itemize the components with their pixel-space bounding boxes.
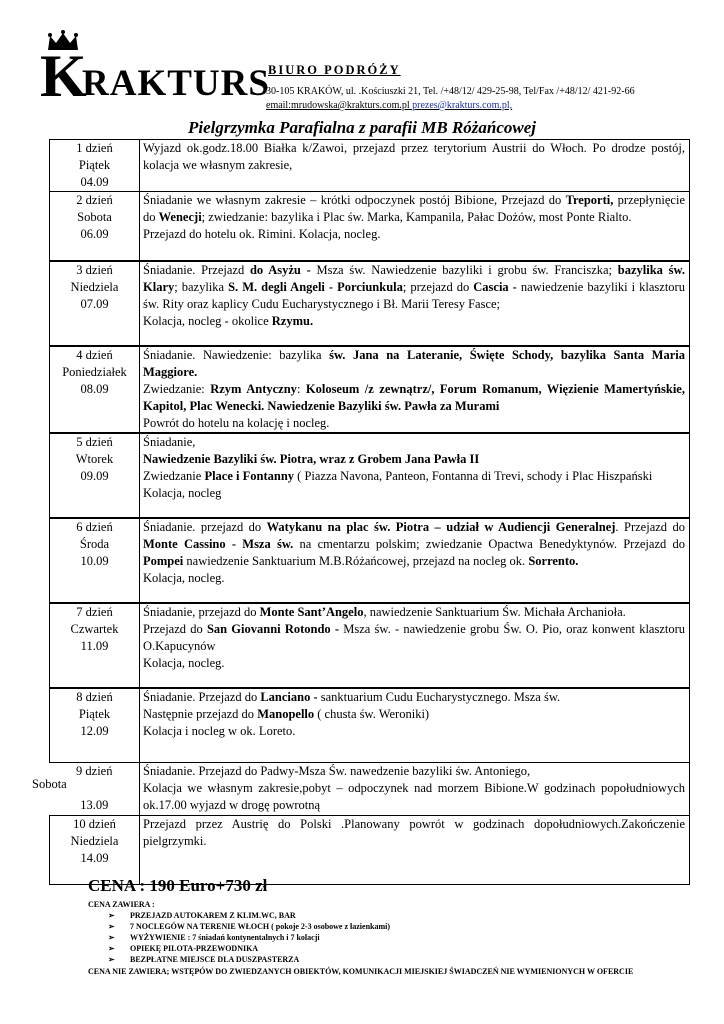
day-row — [50, 518, 690, 603]
day-row — [50, 816, 690, 885]
day-description: Wyjazd ok.godz.18.00 Białka k/Zawoi, przejazd przez terytorium Austrii do Włoch. Po drodze postój, kolacja we własnym zakresie, — [140, 140, 690, 192]
day-description: Śniadanie, Nawiedzenie Bazyliki św. Piotra, wraz z Grobem Jana Pawła II Zwiedzanie Place i Fontanny ( Piazza Navona, Panteon, Fontanna di Trevi, schody i Plac Hiszpański Kolacja, nocleg — [140, 433, 690, 518]
page-title: Pielgrzymka Parafialna z parafii MB Różańcowej — [187, 118, 537, 137]
day-description: Śniadanie. przejazd do Watykanu na plac św. Piotra – udział w Audiencji Generalnej. Przejazd do Monte Cassino - Msza św. na cmentarzu polskim; zwiedzanie Opactwa Benedyktynów. Przejazd do Pompei nawiedzenie Sanktuarium M.B.Różańcowej, przejazd na nocleg ok. Sorrento. Kolacja, nocleg. — [140, 518, 690, 603]
day-cell: 10 dzień Niedziela 14.09 — [50, 816, 140, 885]
day-description: Śniadanie we własnym zakresie – krótki odpoczynek postój Bibione, Przejazd do Treporti, przepłynięcie do Wenecji; zwiedzanie: bazylika i Plac św. Marka, Kampanila, Pałac Dożów, most Ponte Rialto. Przejazd do hotelu ok. Rimini. Kolacja, nocleg. — [140, 192, 690, 261]
logo-letter-k: K — [40, 43, 87, 109]
agency-label: BIURO PODRÓŻY — [268, 63, 401, 77]
day-cell: 9 dzień 13.09 — [50, 763, 140, 816]
arrow-bullet-icon: ➢ — [108, 955, 115, 964]
address-line: 30-105 KRAKÓW, ul. .Kościuszki 21, Tel. /+48/12/ 429-25-98, Tel/Fax /+48/12/ 421-92-66 — [266, 86, 635, 97]
day-row — [50, 603, 690, 688]
day-cell: 7 dzień Czwartek 11.09 — [50, 603, 140, 688]
day-row — [50, 763, 690, 816]
day-description: Śniadanie. Przejazd do Lanciano - sanktuarium Cudu Eucharystycznego. Msza św. Następnie przejazd do Manopello ( chusta św. Weroniki) Kolacja i nocleg w ok. Loreto. — [140, 688, 690, 763]
day-description: Śniadanie, przejazd do Monte Sant’Angelo, nawiedzenie Sanktuarium Św. Michała Archanioła. Przejazd do San Giovanni Rotondo - Msza św. - nawiedzenie grobu Św. O. Pio, oraz konwent klasztoru O.Kapucynów Kolacja, nocleg. — [140, 603, 690, 688]
includes-list — [108, 910, 390, 965]
email-link-2[interactable]: prezes@krakturs.com.pl, — [409, 100, 513, 111]
day-row — [50, 140, 690, 192]
list-item: ➢ OPIEKĘ PILOTA-PRZEWODNIKA — [108, 944, 259, 953]
day-row — [50, 192, 690, 261]
day-row — [50, 346, 690, 433]
email-link-1[interactable]: email:mrudowska@krakturs.com.pl — [266, 100, 410, 111]
list-item: ➢ PRZEJAZD AUTOKAREM Z KLIM.WC, BAR — [108, 911, 296, 920]
day-row — [50, 261, 690, 346]
day-weekday: Sobota — [32, 777, 67, 791]
day-description: Przejazd przez Austrię do Polski .Planowany powrót w godzinach dopołudniowych.Zakończenie pielgrzymki. — [140, 816, 690, 885]
day-cell: 6 dzień Środa 10.09 — [50, 518, 140, 603]
day-row — [50, 433, 690, 518]
includes-header: CENA ZAWIERA : — [88, 900, 155, 909]
price: CENA : 190 Euro+730 zł — [88, 876, 268, 895]
day-cell: 2 dzień Sobota 06.09 — [50, 192, 140, 261]
day-cell: 5 dzień Wtorek 09.09 — [50, 433, 140, 518]
list-item: ➢ 7 NOCLEGÓW NA TERENIE WŁOCH ( pokoje 2-3 osobowe z łazienkami) — [108, 922, 391, 931]
day-cell: 8 dzień Piątek 12.09 — [50, 688, 140, 763]
list-item: ➢ WYŻYWIENIE : 7 śniadań kontynentalnych i 7 kolacji — [108, 933, 320, 942]
arrow-bullet-icon: ➢ — [108, 922, 115, 931]
email-line — [266, 100, 512, 112]
day-cell: 4 dzień Poniedziałek 08.09 — [50, 346, 140, 433]
arrow-bullet-icon: ➢ — [108, 911, 115, 920]
arrow-bullet-icon: ➢ — [108, 933, 115, 942]
logo-text: RAKTURS — [82, 63, 270, 104]
arrow-bullet-icon: ➢ — [108, 944, 115, 953]
day-row — [50, 688, 690, 763]
day-description: Śniadanie. Nawiedzenie: bazylika św. Jana na Lateranie, Święte Schody, bazylika Santa Maria Maggiore. Zwiedzanie: Rzym Antyczny: Koloseum /z zewnątrz/, Forum Romanum, Więzienie Mamertyńskie, Kapitol, Plac Wenecki. Nawiedzenie Bazyliki św. Pawła za Murami Powrót do hotelu na kolację i nocleg. — [140, 346, 690, 433]
list-item: ➢ BEZPŁATNE MIEJSCE DLA DUSZPASTERZA — [108, 955, 300, 964]
day-cell: 3 dzień Niedziela 07.09 — [50, 261, 140, 346]
day-description: Śniadanie. Przejazd do Padwy-Msza Św. nawedzenie bazyliki św. Antoniego, Kolacja we własnym zakresie,pobyt – odpoczynek nad morzem Bibione.W godzinach popołudniowych ok.17.00 wyjazd w drogę powrotną — [140, 763, 690, 816]
excludes-text: CENA NIE ZAWIERA; WSTĘPÓW DO ZWIEDZANYCH OBIEKTÓW, KOMUNIKACJI MIEJSKIEJ ŚWIADCZEŃ NIE WYMIENIONYCH W OFERCIE — [88, 967, 634, 976]
itinerary-table — [49, 139, 690, 885]
day-description: Śniadanie. Przejazd do Asyżu - Msza św. Nawiedzenie bazyliki i grobu św. Franciszka; bazylika św. Klary; bazylika S. M. degli Angeli - Porciunkula; przejazd do Cascia - nawiedzenie bazyliki i klasztoru św. Rity oraz kaplicy Cudu Eucharystycznego i Bł. Marii Teresy Fasce; Kolacja, nocleg - okolice Rzymu. — [140, 261, 690, 346]
day-cell: 1 dzień Piątek 04.09 — [50, 140, 140, 192]
